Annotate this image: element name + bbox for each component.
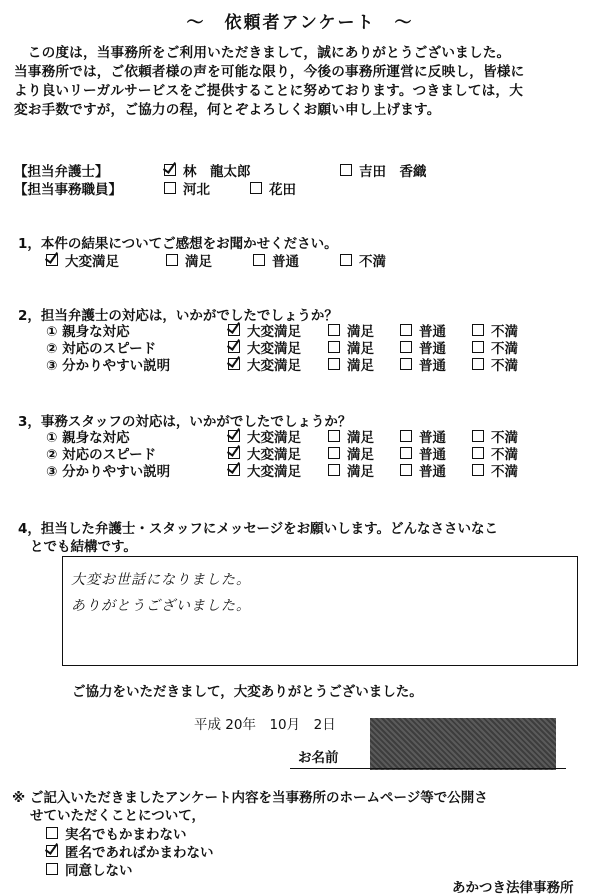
intro-line: この度は，当事務所をご利用いただきまして，誠にありがとうございました。	[14, 45, 511, 61]
q3-rating-checkbox[interactable]	[472, 430, 484, 442]
q3-rating-label: 普通	[419, 430, 446, 446]
message-line: 大変お世話になりました。	[71, 572, 251, 588]
q2-rating-option[interactable]	[472, 354, 518, 374]
q3-question: 3，事務スタッフの対応は，いかがでしたでしょうか？	[18, 414, 352, 430]
q1-checkbox[interactable]	[340, 254, 352, 266]
publish-checkbox[interactable]	[46, 845, 58, 857]
clerk-checkbox[interactable]	[250, 182, 262, 194]
q2-item-label: ② 対応のスピード	[46, 341, 157, 357]
q2-rating-option[interactable]	[328, 354, 374, 374]
q3-rating-checkbox[interactable]	[228, 447, 240, 459]
q2-rating-checkbox[interactable]	[472, 341, 484, 353]
q1-option-label: 大変満足	[65, 254, 119, 270]
q3-rating-checkbox[interactable]	[328, 430, 340, 442]
q3-rating-label: 満足	[347, 464, 374, 480]
q3-rating-checkbox[interactable]	[400, 464, 412, 476]
message-box[interactable]	[62, 556, 578, 666]
q3-rating-label: 大変満足	[247, 447, 301, 463]
intro-line: 変お手数ですが，ご協力の程，何とぞよろしくお願い申し上げます。	[14, 102, 441, 118]
q3-rating-label: 大変満足	[247, 430, 301, 446]
clerk-label: 【担当事務職員】	[14, 182, 122, 198]
q2-item-label: ③ 分かりやすい説明	[46, 358, 171, 374]
q3-rating-checkbox[interactable]	[228, 430, 240, 442]
q1-option[interactable]	[340, 250, 386, 270]
publish-option-label: 実名でもかまわない	[65, 827, 187, 843]
q2-rating-label: 大変満足	[247, 324, 301, 340]
q2-rating-checkbox[interactable]	[400, 358, 412, 370]
q2-rating-checkbox[interactable]	[228, 358, 240, 370]
q2-rating-checkbox[interactable]	[472, 324, 484, 336]
q1-checkbox[interactable]	[253, 254, 265, 266]
q2-rating-label: 不満	[491, 341, 518, 357]
q2-rating-option[interactable]	[400, 354, 446, 374]
q3-rating-checkbox[interactable]	[328, 464, 340, 476]
q3-rating-option[interactable]	[228, 460, 301, 480]
q2-question: 2，担当弁護士の対応は，いかがでしたでしょうか？	[18, 308, 338, 324]
q1-option-label: 不満	[359, 254, 386, 270]
q1-option[interactable]	[166, 250, 212, 270]
lawyer-name: 林 龍太郎	[183, 164, 251, 180]
lawyer-label: 【担当弁護士】	[14, 164, 109, 180]
date-text: 平成 20年 10月 2日	[194, 717, 336, 733]
lawyer-option-hayashi[interactable]	[164, 160, 251, 180]
q2-rating-checkbox[interactable]	[328, 324, 340, 336]
intro-line: より良いリーガルサービスをご提供することに努めております。つきましては，大	[14, 83, 524, 99]
q3-rating-option[interactable]	[400, 460, 446, 480]
q3-item-label: ① 親身な対応	[46, 430, 130, 446]
name-label: お名前	[298, 750, 339, 766]
q2-rating-label: 不満	[491, 324, 518, 340]
lawyer-name: 吉田 香織	[359, 164, 427, 180]
q3-rating-option[interactable]	[472, 460, 518, 480]
q3-rating-label: 大変満足	[247, 464, 301, 480]
q4-question-line2: とでも結構です。	[30, 539, 137, 555]
publish-option-decline[interactable]	[46, 859, 133, 879]
q1-option[interactable]	[253, 250, 299, 270]
q3-rating-checkbox[interactable]	[328, 447, 340, 459]
q3-rating-label: 満足	[347, 430, 374, 446]
clerk-name: 河北	[183, 182, 210, 198]
q2-rating-label: 普通	[419, 341, 446, 357]
q3-rating-label: 不満	[491, 430, 518, 446]
q2-rating-label: 大変満足	[247, 358, 301, 374]
q1-checkbox[interactable]	[46, 254, 58, 266]
publish-option-label: 匿名であればかまわない	[65, 845, 214, 861]
intro-paragraph	[14, 44, 590, 120]
q2-rating-option[interactable]	[228, 354, 301, 374]
lawyer-checkbox[interactable]	[340, 164, 352, 176]
q3-rating-option[interactable]	[328, 460, 374, 480]
q3-rating-label: 満足	[347, 447, 374, 463]
q1-option[interactable]	[46, 250, 119, 270]
q2-rating-label: 大変満足	[247, 341, 301, 357]
q2-rating-label: 満足	[347, 341, 374, 357]
q2-rating-checkbox[interactable]	[328, 358, 340, 370]
q1-option-label: 満足	[185, 254, 212, 270]
publish-checkbox[interactable]	[46, 827, 58, 839]
publish-note-line1: ※ ご記入いただきましたアンケート内容を当事務所のホームページ等で公開さ	[12, 790, 488, 806]
name-underline	[290, 768, 566, 769]
publish-option-label: 同意しない	[65, 863, 133, 879]
publish-option-anonymous[interactable]	[46, 841, 214, 861]
clerk-option-kawakita[interactable]	[164, 178, 210, 198]
redacted-signature	[370, 718, 556, 770]
q3-rating-label: 普通	[419, 464, 446, 480]
survey-title: 〜 依頼者アンケート 〜	[186, 13, 414, 33]
q2-rating-checkbox[interactable]	[228, 341, 240, 353]
thanks-text: ご協力をいただきまして，大変ありがとうございました。	[72, 684, 423, 700]
q2-rating-label: 満足	[347, 324, 374, 340]
intro-line: 当事務所では，ご依頼者様の声を可能な限り，今後の事務所運営に反映し，皆様に	[14, 64, 525, 80]
publish-checkbox[interactable]	[46, 863, 58, 875]
q3-rating-label: 不満	[491, 447, 518, 463]
q3-rating-checkbox[interactable]	[228, 464, 240, 476]
q3-rating-checkbox[interactable]	[400, 430, 412, 442]
q2-rating-checkbox[interactable]	[228, 324, 240, 336]
q2-item-label: ① 親身な対応	[46, 324, 130, 340]
lawyer-option-yoshida[interactable]	[340, 160, 427, 180]
q1-checkbox[interactable]	[166, 254, 178, 266]
q1-question: 1，本件の結果についてご感想をお聞かせください。	[18, 236, 338, 252]
q2-rating-label: 満足	[347, 358, 374, 374]
q2-rating-label: 普通	[419, 358, 446, 374]
q3-item-label: ② 対応のスピード	[46, 447, 157, 463]
q2-rating-checkbox[interactable]	[328, 341, 340, 353]
q2-rating-label: 普通	[419, 324, 446, 340]
q4-question-line1: 4，担当した弁護士・スタッフにメッセージをお願いします。どんなささいなこ	[18, 521, 499, 537]
publish-note-line2: せていただくことについて，	[30, 808, 205, 824]
q2-rating-label: 不満	[491, 358, 518, 374]
q3-rating-checkbox[interactable]	[472, 464, 484, 476]
publish-option-realname[interactable]	[46, 823, 187, 843]
q3-item-label: ③ 分かりやすい説明	[46, 464, 171, 480]
q3-rating-checkbox[interactable]	[400, 447, 412, 459]
q3-rating-checkbox[interactable]	[472, 447, 484, 459]
q2-rating-checkbox[interactable]	[400, 341, 412, 353]
clerk-checkbox[interactable]	[164, 182, 176, 194]
clerk-name: 花田	[269, 182, 296, 198]
message-line: ありがとうございました。	[71, 598, 251, 614]
lawyer-checkbox[interactable]	[164, 164, 176, 176]
q3-rating-label: 不満	[491, 464, 518, 480]
firm-name: あかつき法律事務所	[452, 880, 574, 896]
q3-rating-label: 普通	[419, 447, 446, 463]
q2-rating-checkbox[interactable]	[400, 324, 412, 336]
clerk-option-hanada[interactable]	[250, 178, 296, 198]
q1-option-label: 普通	[272, 254, 299, 270]
q2-rating-checkbox[interactable]	[472, 358, 484, 370]
